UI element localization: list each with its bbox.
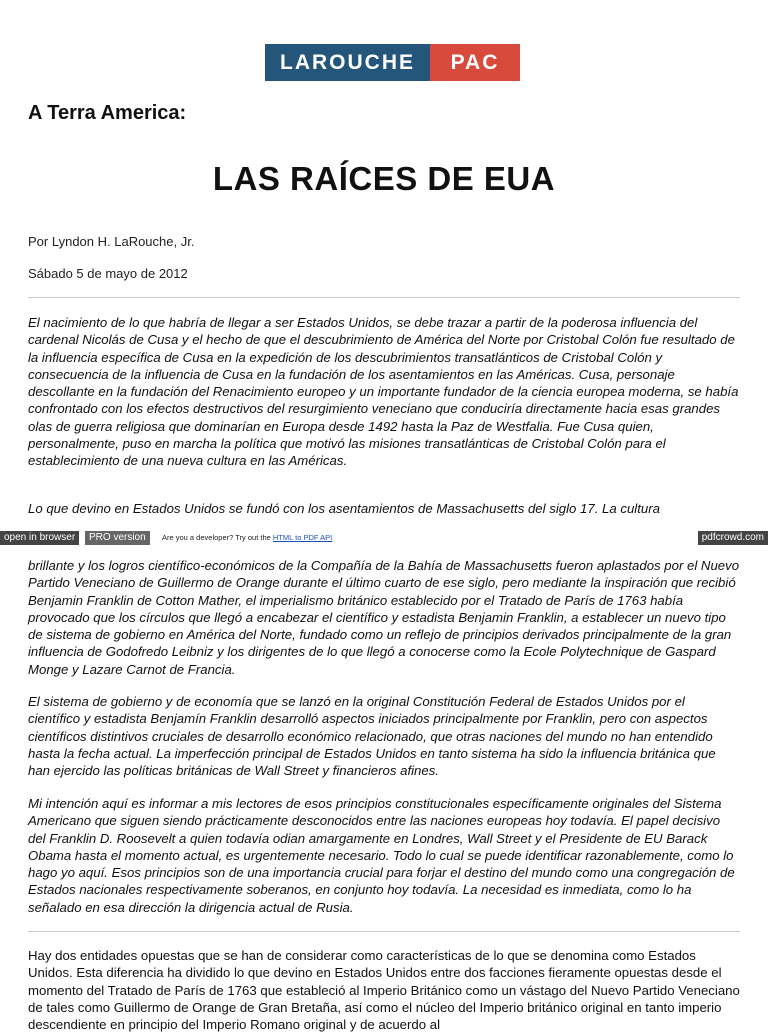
html-to-pdf-api-link[interactable]: HTML to PDF API [272,533,333,542]
logo-text-larouche: LAROUCHE [265,44,430,81]
paragraph-2-continued: brillante y los logros científico-económicos de la Compañía de la Bahía de Massachusetts fueron aplastados por el Nuevo Partido Veneciano de Guillermo de Orange durante el último cuarto de ese siglo, pero mediante la inspiración que recibió Benjamin Franklin de Cotton Mather, el imperialismo británico establecido por el Tratado de París de 1763 había provocado que los círculos que llegó a encabezar el científico y estadista Benjamin Franklin, a establecer un nuevo tipo de sistema de gobierno en América del Norte, fundado como un reflejo de principios derivados principalmente de la gran influencia de Godofredo Leibniz y los dirigentes de lo que llegó a conocerse como la Ecole Polytechnique de Gaspard Monge y Lazare Carnot de Francia. [28,558,740,677]
paragraph-5: Hay dos entidades opuestas que se han de considerar como características de lo que se denomina como Estados Unidos. Esta diferencia ha dividido lo que devino en Estados Unidos entre dos facciones fieramente opuestas desde el momento del Tratado de París de 1763 que estableció al Imperio Británico como un vástago del Nuevo Partido Veneciano de tales como Guillermo de Orange de Gran Bretaña, así como el núcleo del Imperio británico original en tanto imperio descendiente en principio del Imperio Romano original y de acuerdo al [28,948,740,1033]
logo-text-pac: PAC [430,44,520,81]
paragraph-3: El sistema de gobierno y de economía que se lanzó en la original Constitución Federal de Estados Unidos por el científico y estadista Benjamín Franklin desarrolló aspectos iniciados principalmente por Franklin, pero con aspectos científicos distintivos cruciales de desarrollo económico relacionado, que otras naciones del mundo no han entendido hasta la fecha actual. La imperfección principal de Estados Unidos en tanto sistema ha sido la influencia británica que han ejercido las políticas británicas de Wall Street y financieros afines. [28,694,716,779]
developer-promo-text: Are you a developer? Try out the [162,533,271,542]
larouche-pac-logo [265,44,520,81]
paragraph-1: El nacimiento de lo que habría de llegar a ser Estados Unidos, se debe trazar a partir de la poderosa influencia del cardenal Nicolás de Cusa y el hecho de que el descubrimiento de América del Norte por Cristobal Colón fue resultado de la influencia específica de Cusa en la expedición de los descubrimientos transatlánticos de Cristobal Colón y consecuencia de la influencia de Cusa en la fundación de los asentamientos en las Américas. Cusa, personaje descollante en la fundación del Renacimiento europeo y un importante fundador de la ciencia europea moderna, se había confrontado con los efectos destructivos del resurgimiento veneciano que conduciría directamente hacia esas grandes olas de guerra religiosa que dominarían en Europa desde 1492 hasta la Paz de Westfalia. Fue Cusa quien, personalmente, puso en marcha la política que motivó las misiones transatlánticas de Cristobal Colón para el establecimiento de una nueva cultura en las Américas. [28,315,739,469]
publish-date: Sábado 5 de mayo de 2012 [28,266,188,281]
pdfcrowd-brand-link[interactable]: pdfcrowd.com [698,531,768,545]
open-in-browser-button[interactable]: open in browser [0,531,79,545]
pro-version-button[interactable]: PRO version [85,531,150,545]
pdf-toolbar [0,530,768,546]
divider [28,297,740,298]
developer-promo [162,532,332,544]
paragraph-4: Mi intención aquí es informar a mis lectores de esos principios constitucionales específicamente originales del Sistema Americano que siguen siendo prácticamente desconocidos entre las naciones europeas hoy todavía. El papel decisivo del Franklin D. Roosevelt a quien todavía odian amargamente en Londres, Wall Street y el Presidente de EU Barack Obama hasta el momento actual, es urgentemente necesario. Todo lo cual se puede identificar razonablemente, como lo hago yo aquí. Esos principios son de una importancia crucial para forjar el destino del mundo como una congregación de Estados nacionales respectivamente soberanos, en conjunto hoy todavía. La necesidad es inmediata, como lo ha señalado en esa dirección la dirigencia actual de Rusia. [28,796,735,915]
divider [28,931,740,932]
author-byline: Por Lyndon H. LaRouche, Jr. [28,234,195,249]
kicker-title: A Terra America: [28,102,187,124]
paragraph-2-start: Lo que devino en Estados Unidos se fundó con los asentamientos de Massachusetts del siglo 17. La cultura [28,501,660,516]
page-title: LAS RAÍCES DE EUA [212,160,556,197]
